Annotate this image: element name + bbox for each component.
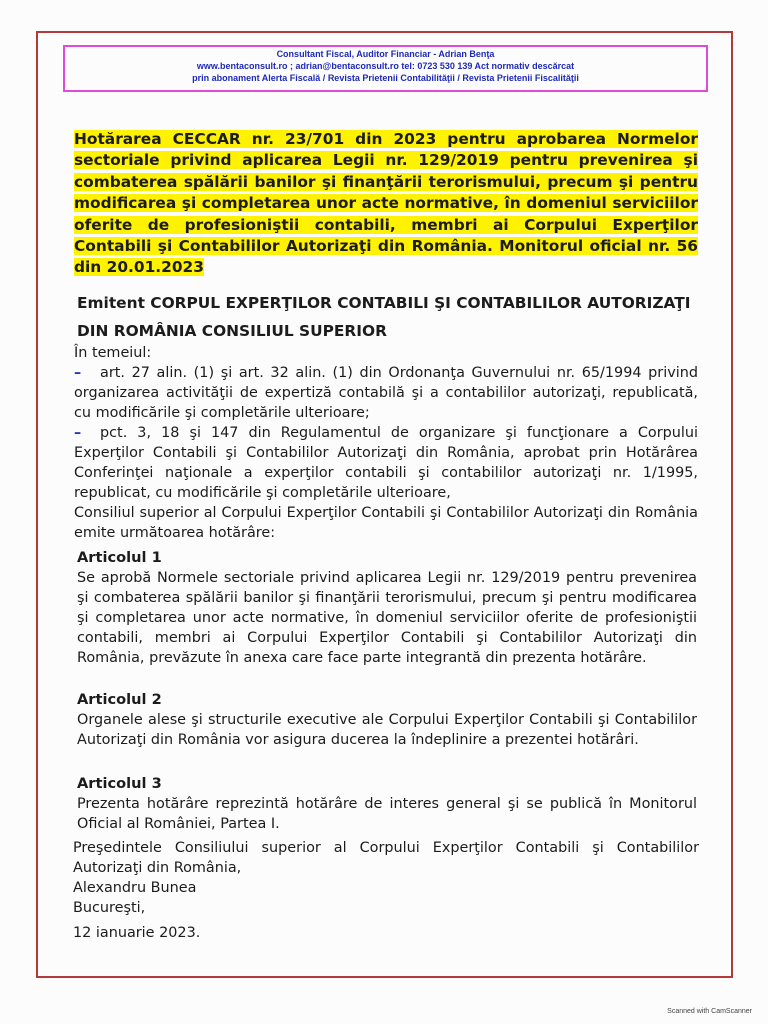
banner-line-2: www.bentaconsult.ro ; adrian@bentaconsult.ro tel: 0723 530 139 Act normativ descărcat: [196, 61, 575, 71]
article-1: [77, 548, 697, 668]
temei-closing: Consiliul superior al Corpului Experţilor Contabili şi Contabililor Autorizaţi din România emite următoarea hotărâre:: [74, 505, 698, 541]
signature-block: [73, 838, 699, 943]
scanner-watermark: Scanned with CamScanner: [667, 1008, 752, 1015]
article-2: [77, 690, 697, 750]
article-3-heading: Articolul 3: [77, 775, 162, 792]
article-3-text: Prezenta hotărâre reprezintă hotărâre de interes general şi se publică în Monitorul Oficial al României, Partea I.: [77, 796, 697, 832]
article-3: [77, 774, 697, 834]
banner-line-1: Consultant Fiscal, Auditor Financiar - Adrian Benţa: [276, 49, 495, 59]
title-highlight: Hotărarea CECCAR nr. 23/701 din 2023 pentru aprobarea Normelor sectoriale privind aplicarea Legii nr. 129/2019 pentru prevenirea şi combaterea spălării banilor şi finanţării terorismului, precum şi pentru modificarea şi completarea unor acte normative, în domeniul serviciilor oferite de profesioniştii contabili, membri ai Corpului Experţilor Contabili şi Contabililor Autorizaţi din România. Monitorul oficial nr. 56 din 20.01.2023: [74, 130, 698, 277]
temei-item-2: [74, 423, 698, 503]
temei-section: [74, 343, 698, 543]
article-2-heading: Articolul 2: [77, 691, 162, 708]
article-2-text: Organele alese şi structurile executive ale Corpului Experţilor Contabili şi Contabililor Autorizaţi din România vor asigura ducerea la îndeplinire a prezentei hotărâri.: [77, 712, 697, 748]
dash-bullet: –: [74, 365, 82, 381]
header-banner: [63, 45, 708, 92]
temei-item-1: [74, 363, 698, 423]
temei-intro: În temeiul:: [74, 345, 152, 361]
temei-item-2-text: pct. 3, 18 şi 147 din Regulamentul de organizare şi funcţionare a Corpului Experţilor Contabili şi Contabililor Autorizaţi din România, aprobat prin Hotărârea Conferinţei naţionale a experţilor contabili şi contabililor autorizaţi nr. 1/1995, republicat, cu modificările şi completările ulterioare,: [74, 425, 698, 501]
temei-item-1-text: art. 27 alin. (1) şi art. 32 alin. (1) din Ordonanţa Guvernului nr. 65/1994 privind organizarea activităţii de expertiză contabilă şi a contabililor autorizaţi, republicată, cu modificările şi completările ulterioare;: [74, 365, 698, 421]
article-1-heading: Articolul 1: [77, 549, 162, 566]
signature-date: 12 ianuarie 2023.: [73, 925, 201, 941]
article-1-text: Se aprobă Normele sectoriale privind aplicarea Legii nr. 129/2019 pentru prevenirea şi combaterea spălării banilor şi finanţării terorismului, precum şi pentru modificarea şi completarea unor acte normative, în domeniul serviciilor oferite de profesioniştii contabili, membri ai Corpului Experţilor Contabili şi Contabililor Autorizaţi din România, prevăzute în anexa care face parte integrantă din prezenta hotărâre.: [77, 570, 697, 666]
signature-place: Bucureşti,: [73, 900, 146, 916]
banner-line-3: prin abonament Alerta Fiscală / Revista Prietenii Contabilităţii / Revista Prietenii Fiscalităţii: [192, 73, 579, 83]
signature-name: Alexandru Bunea: [73, 880, 197, 896]
emitent-heading: Emitent CORPUL EXPERŢILOR CONTABILI ŞI CONTABILILOR AUTORIZAŢI DIN ROMÂNIA CONSILIUL SUPERIOR: [77, 294, 691, 340]
dash-bullet: –: [74, 425, 82, 441]
document-title: [74, 129, 698, 279]
signature-role: Preşedintele Consiliului superior al Corpului Experţilor Contabili şi Contabililor Autorizaţi din România,: [73, 840, 699, 876]
